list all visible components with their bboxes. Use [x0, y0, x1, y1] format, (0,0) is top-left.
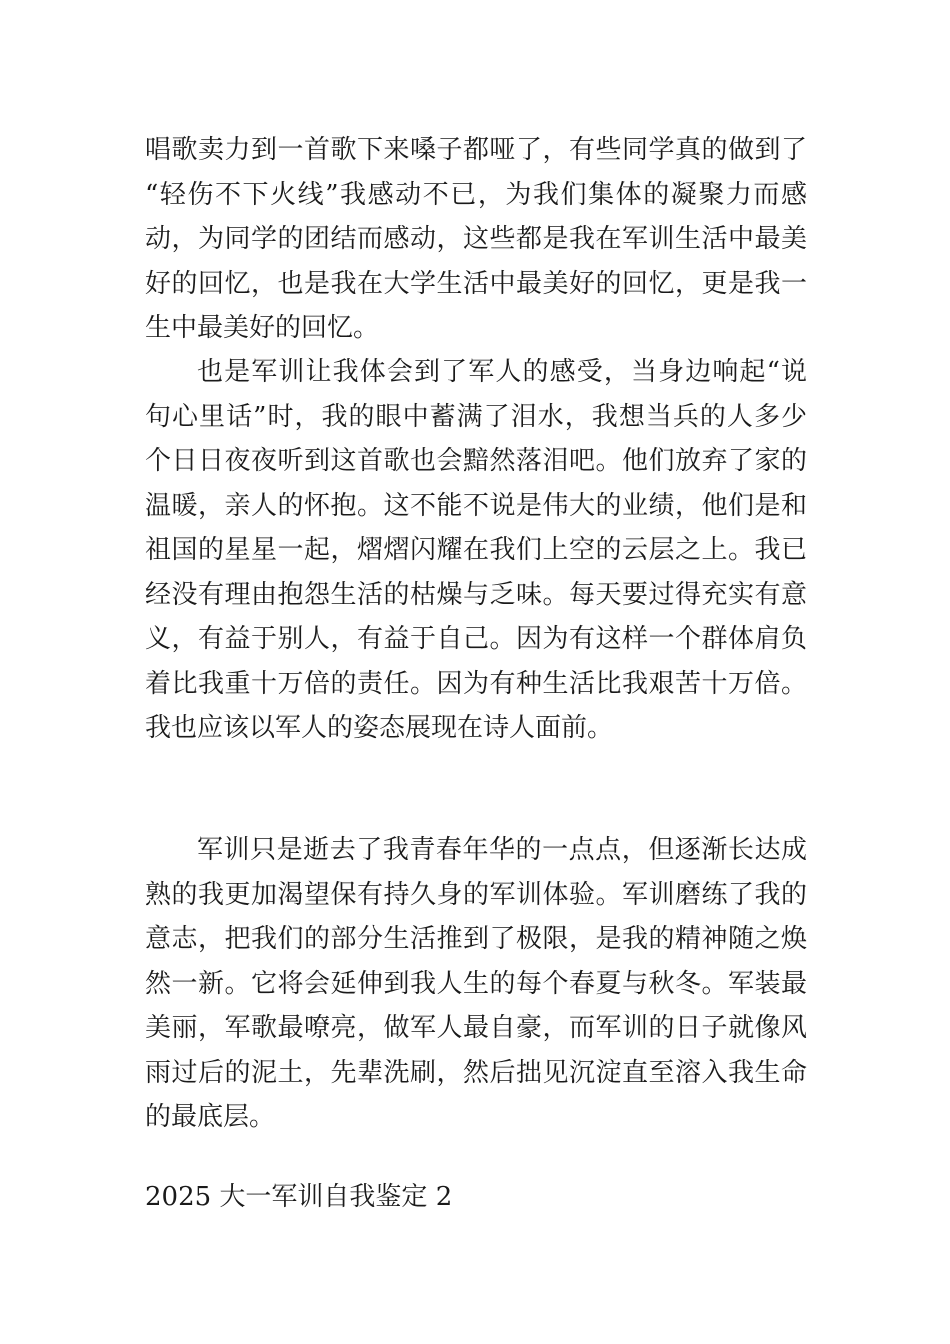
text-line: 生中最美好的回忆。: [145, 313, 380, 343]
text-line: 动，为同学的团结而感动，这些都是我在军训生活中最美: [145, 224, 807, 254]
text-line: 的最底层。: [145, 1102, 276, 1132]
paragraph-3: [145, 828, 807, 1140]
text-line: “轻伤不下火线”我感动不已，为我们集体的凝聚力而感: [145, 179, 807, 210]
text-line: 句心里话”时，我的眼中蓄满了泪水，我想当兵的人多少: [145, 401, 807, 432]
text-line: 也是军训让我体会到了军人的感受，当身边响起“说: [197, 357, 807, 387]
paragraph-2: [145, 350, 807, 751]
text-line: 温暖，亲人的怀抱。这不能不说是伟大的业绩，他们是和: [145, 490, 807, 521]
text-line: 个日日夜夜听到这首歌也会黯然落泪吧。他们放弃了家的: [145, 446, 807, 476]
text-line: 唱歌卖力到一首歌下来嗓子都哑了，有些同学真的做到了: [145, 135, 807, 165]
text-line: 经没有理由抱怨生活的枯燥与乏味。每天要过得充实有意: [145, 579, 807, 610]
text-line: 雨过后的泥土，先辈洗刷，然后拙见沉淀直至溶入我生命: [145, 1057, 807, 1088]
text-line: 熟的我更加渴望保有持久身的军训体验。军训磨练了我的: [145, 879, 807, 910]
paragraph-1: [145, 128, 807, 351]
text-line: 我也应该以军人的姿态展现在诗人面前。: [145, 713, 614, 743]
text-line: 祖国的星星一起，熠熠闪耀在我们上空的云层之上。我已: [145, 535, 807, 565]
text-line: 义，有益于别人，有益于自己。因为有这样一个群体肩负: [145, 624, 807, 654]
text-line: 着比我重十万倍的责任。因为有种生活比我艰苦十万倍。: [145, 668, 807, 699]
text-line: 然一新。它将会延伸到我人生的每个春夏与秋冬。军装最: [145, 968, 807, 999]
text-line: 军训只是逝去了我青春年华的一点点，但逐渐长达成: [197, 835, 807, 865]
text-line: 好的回忆，也是我在大学生活中最美好的回忆，更是我一: [145, 268, 807, 299]
section-heading: 2025 大一军训自我鉴定 2: [145, 1182, 453, 1212]
text-line: 意志，把我们的部分生活推到了极限，是我的精神随之焕: [145, 924, 807, 954]
text-line: 美丽，军歌最嘹亮，做军人最自豪，而军训的日子就像风: [145, 1013, 807, 1043]
